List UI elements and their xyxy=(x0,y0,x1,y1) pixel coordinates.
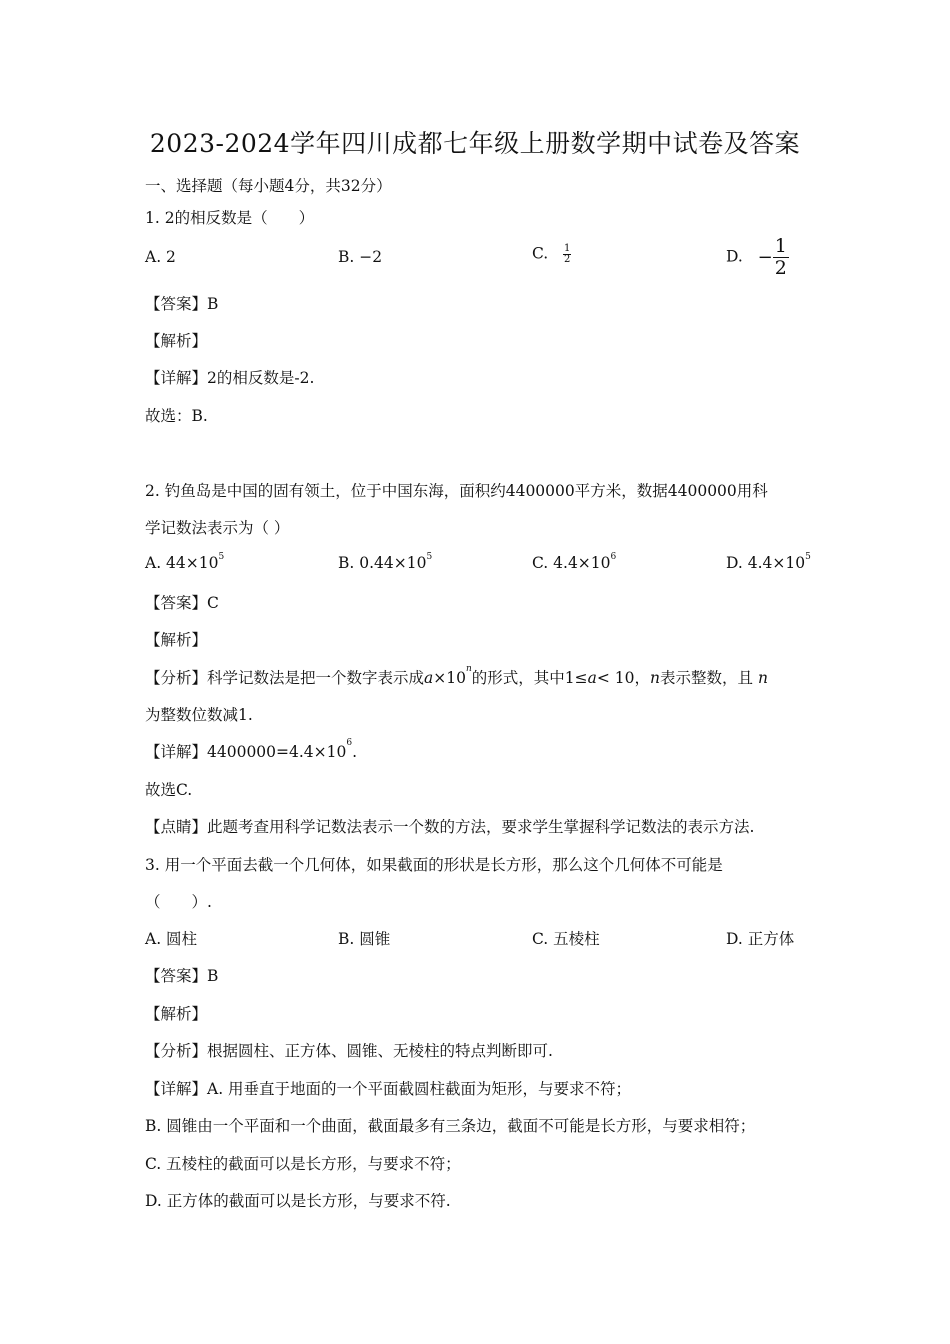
q2-stem-line1: 2. 钓鱼岛是中国的固有领土，位于中国东海，面积约4400000平方米，数据4400000用科 xyxy=(145,482,768,500)
q2-fenxi-text: < 10， xyxy=(596,669,651,687)
q1-detail: 【详解】2的相反数是-2. xyxy=(145,369,315,387)
q1-option-d-label: D. xyxy=(726,247,743,266)
q2-option-c xyxy=(532,554,616,572)
q2-detail-exp: 6 xyxy=(346,738,353,748)
q3-detail-c: C. 五棱柱的截面可以是长方形，与要求不符； xyxy=(145,1155,461,1173)
q2-option-a-exp: 5 xyxy=(218,552,225,562)
q2-choose: 故选C. xyxy=(145,781,193,799)
var-a: a xyxy=(587,669,597,687)
q2-detail-text: 【详解】4400000=4.4×10 xyxy=(145,743,347,761)
q2-answer: 【答案】C xyxy=(145,594,219,612)
q2-option-c-base: C. 4.4×10 xyxy=(532,554,611,572)
q2-option-c-exp: 6 xyxy=(610,552,617,562)
var-n: n xyxy=(650,669,661,687)
fraction-numerator: 1 xyxy=(564,243,571,254)
q1-stem: 1. 2的相反数是（ ） xyxy=(145,209,315,227)
q2-fenxi-line2: 为整数位数减1. xyxy=(145,706,253,724)
q1-option-d-sign: − xyxy=(757,247,773,268)
q1-option-c-label: C. xyxy=(532,244,549,263)
q2-detail xyxy=(145,740,357,762)
q2-comment: 【点睛】此题考查用科学记数法表示一个数的方法，要求学生掌握科学记数法的表示方法. xyxy=(145,818,755,836)
q3-stem-line2: （ ）. xyxy=(145,893,212,911)
q1-option-d xyxy=(726,236,789,279)
q2-option-d xyxy=(726,554,811,572)
q2-option-d-exp: 5 xyxy=(805,552,811,562)
q2-analysis: 【解析】 xyxy=(145,631,208,649)
var-n: n xyxy=(465,664,472,674)
q3-detail-b: B. 圆锥由一个平面和一个曲面，截面最多有三条边，截面不可能是长方形，与要求相符； xyxy=(145,1117,756,1135)
q2-option-b-base: B. 0.44×10 xyxy=(338,554,427,572)
page-title: 2023-2024学年四川成都七年级上册数学期中试卷及答案 xyxy=(149,129,801,158)
q2-fenxi-text: 【分析】科学记数法是把一个数字表示成 xyxy=(145,669,425,687)
q3-option-c: C. 五棱柱 xyxy=(532,930,600,948)
q1-option-a: A. 2 xyxy=(145,248,176,266)
q1-option-c-fraction xyxy=(563,244,571,265)
q1-analysis: 【解析】 xyxy=(145,332,208,350)
fraction-numerator: 1 xyxy=(774,235,787,257)
q2-option-b xyxy=(338,554,432,572)
q1-answer: 【答案】B xyxy=(145,295,219,313)
q2-fenxi-text: 的形式，其中1≤ xyxy=(471,669,588,687)
q3-detail-a: 【详解】A. 用垂直于地面的一个平面截圆柱截面为矩形，与要求不符； xyxy=(145,1080,632,1098)
q2-fenxi-text: ×10 xyxy=(433,669,466,687)
q3-stem-line1: 3. 用一个平面去截一个几何体，如果截面的形状是长方形，那么这个几何体不可能是 xyxy=(145,856,723,874)
q3-option-a: A. 圆柱 xyxy=(145,930,198,948)
fraction-denominator: 2 xyxy=(774,257,787,279)
fraction-denominator: 2 xyxy=(564,254,571,265)
q2-fenxi-text: 表示整数，且 xyxy=(660,669,754,687)
q3-option-b: B. 圆锥 xyxy=(338,930,391,948)
q1-choose: 故选：B. xyxy=(145,407,208,425)
section-heading: 一、选择题（每小题4分，共32分） xyxy=(145,177,392,195)
q2-option-b-exp: 5 xyxy=(426,552,433,562)
q2-option-a xyxy=(145,554,224,572)
q3-fenxi: 【分析】根据圆柱、正方体、圆锥、无棱柱的特点判断即可. xyxy=(145,1042,553,1060)
q2-detail-end: . xyxy=(352,743,358,761)
q3-option-d: D. 正方体 xyxy=(726,930,795,948)
q2-option-a-base: A. 44×10 xyxy=(145,554,219,572)
q2-stem-line2: 学记数法表示为（ ） xyxy=(145,519,290,537)
q1-option-b: B. −2 xyxy=(338,248,383,266)
var-a: a xyxy=(424,669,434,687)
q3-detail-d: D. 正方体的截面可以是长方形，与要求不符. xyxy=(145,1192,451,1210)
q2-fenxi xyxy=(145,666,768,688)
q3-answer: 【答案】B xyxy=(145,967,219,985)
var-n: n xyxy=(757,669,768,687)
q1-option-c xyxy=(532,244,571,265)
q3-analysis: 【解析】 xyxy=(145,1005,208,1023)
q2-option-d-base: D. 4.4×10 xyxy=(726,554,806,572)
q1-option-d-fraction xyxy=(773,236,789,279)
